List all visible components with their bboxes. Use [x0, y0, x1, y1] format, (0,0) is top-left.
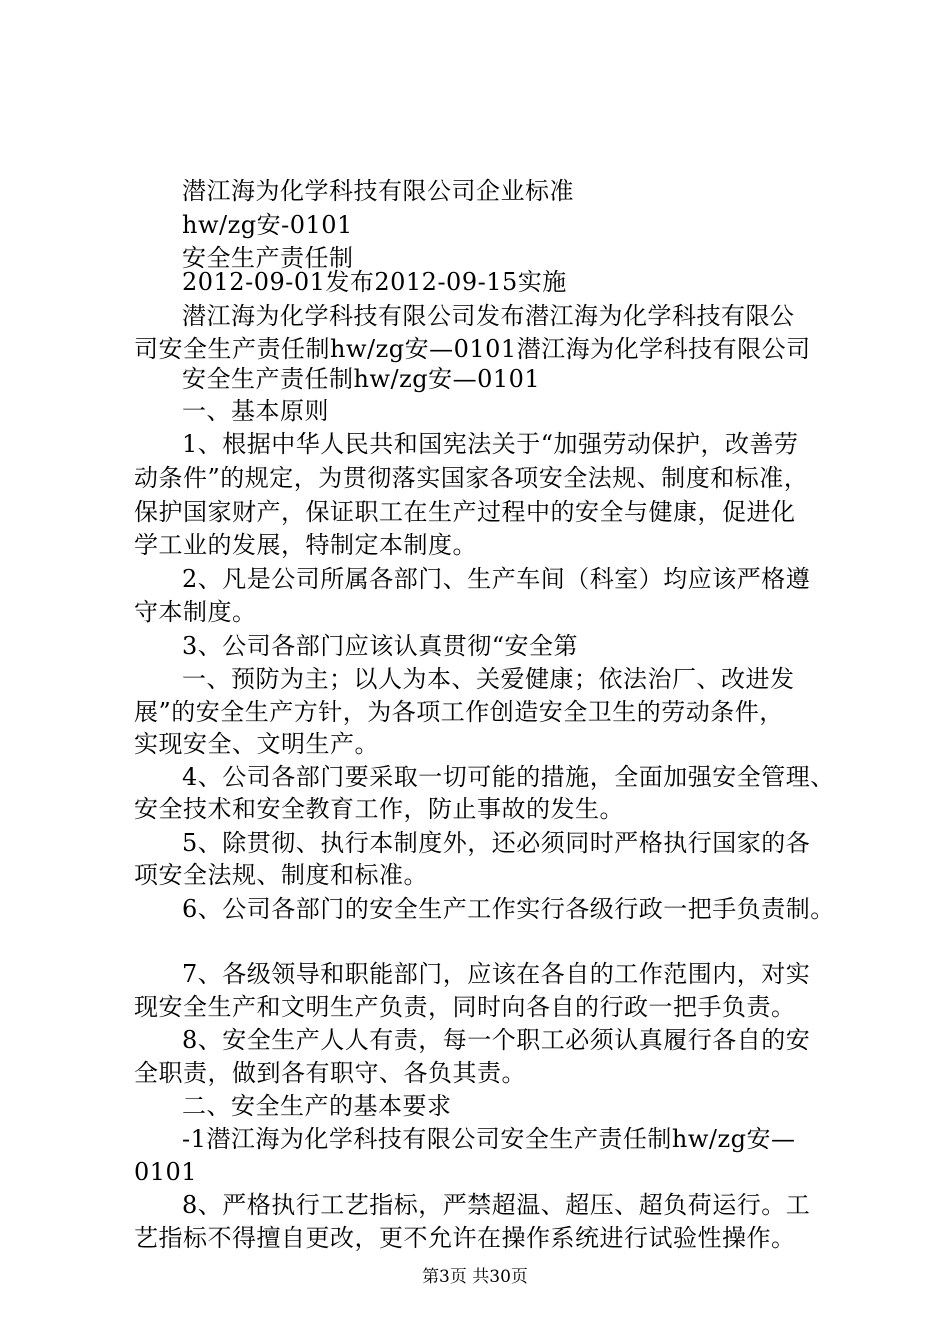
- paragraph-line: 保护国家财产，保证职工在生产过程中的安全与健康，促进化: [134, 498, 796, 526]
- page-number-footer: 第3页 共30页: [422, 1267, 528, 1287]
- paragraph-line: 2、凡是公司所属各部门、生产车间（科室）均应该严格遵: [182, 565, 811, 593]
- paragraph-line: 8、严格执行工艺指标，严禁超温、超压、超负荷运行。工: [182, 1191, 811, 1219]
- paragraph-line: 3、公司各部门应该认真贯彻“安全第: [182, 632, 579, 660]
- page-header-repeat: 0101: [134, 1158, 198, 1186]
- section-heading: 二、安全生产的基本要求: [182, 1092, 452, 1120]
- paragraph-line: 司安全生产责任制hw/zg安—0101潜江海为化学科技有限公司: [134, 335, 811, 363]
- paragraph-line: 1、根据中华人民共和国宪法关于“加强劳动保护，改善劳: [182, 430, 799, 458]
- paragraph-line: 动条件”的规定，为贯彻落实国家各项安全法规、制度和标准，: [134, 464, 809, 492]
- publish-dates: 2012-09-01发布2012-09-15实施: [182, 268, 567, 296]
- page-header-repeat: -1潜江海为化学科技有限公司安全生产责任制hw/zg安—: [182, 1125, 796, 1153]
- company-standard-title: 潜江海为化学科技有限公司企业标准: [182, 177, 574, 205]
- paragraph-line: 安全技术和安全教育工作，防止事故的发生。: [134, 795, 624, 823]
- paragraph-line: 8、安全生产人人有责，每一个职工必须认真履行各自的安: [182, 1026, 811, 1054]
- paragraph-line: 5、除贯彻、执行本制度外，还必须同时严格执行国家的各: [182, 829, 811, 857]
- paragraph-line: 7、各级领导和职能部门，应该在各自的工作范围内，对实: [182, 960, 811, 988]
- paragraph-line: 6、公司各部门的安全生产工作实行各级行政一把手负责制。: [182, 895, 835, 923]
- paragraph-line: 展”的安全生产方针，为各项工作创造安全卫生的劳动条件，: [134, 698, 784, 726]
- paragraph-line: 一、预防为主；以人为本、关爱健康；依法治厂、改进发: [182, 665, 795, 693]
- paragraph-line: 项安全法规、制度和标准。: [134, 861, 428, 889]
- paragraph-line: 现安全生产和文明生产负责，同时向各自的行政一把手负责。: [134, 993, 796, 1021]
- paragraph-line: 潜江海为化学科技有限公司发布潜江海为化学科技有限公: [182, 302, 795, 330]
- paragraph-line: 艺指标不得擅自更改，更不允许在操作系统进行试验性操作。: [134, 1224, 796, 1252]
- document-title: 安全生产责任制: [182, 244, 354, 272]
- section-heading: 一、基本原则: [182, 397, 329, 425]
- paragraph-line: 4、公司各部门要采取一切可能的措施，全面加强安全管理、: [182, 763, 835, 791]
- paragraph-line: 学工业的发展，特制定本制度。: [134, 531, 477, 559]
- paragraph-line: 安全生产责任制hw/zg安—0101: [182, 365, 541, 393]
- paragraph-line: 全职责，做到各有职守、各负其责。: [134, 1059, 526, 1087]
- paragraph-line: 守本制度。: [134, 598, 257, 626]
- paragraph-line: 实现安全、文明生产。: [134, 730, 379, 758]
- standard-code: hw/zg安-0101: [182, 211, 353, 239]
